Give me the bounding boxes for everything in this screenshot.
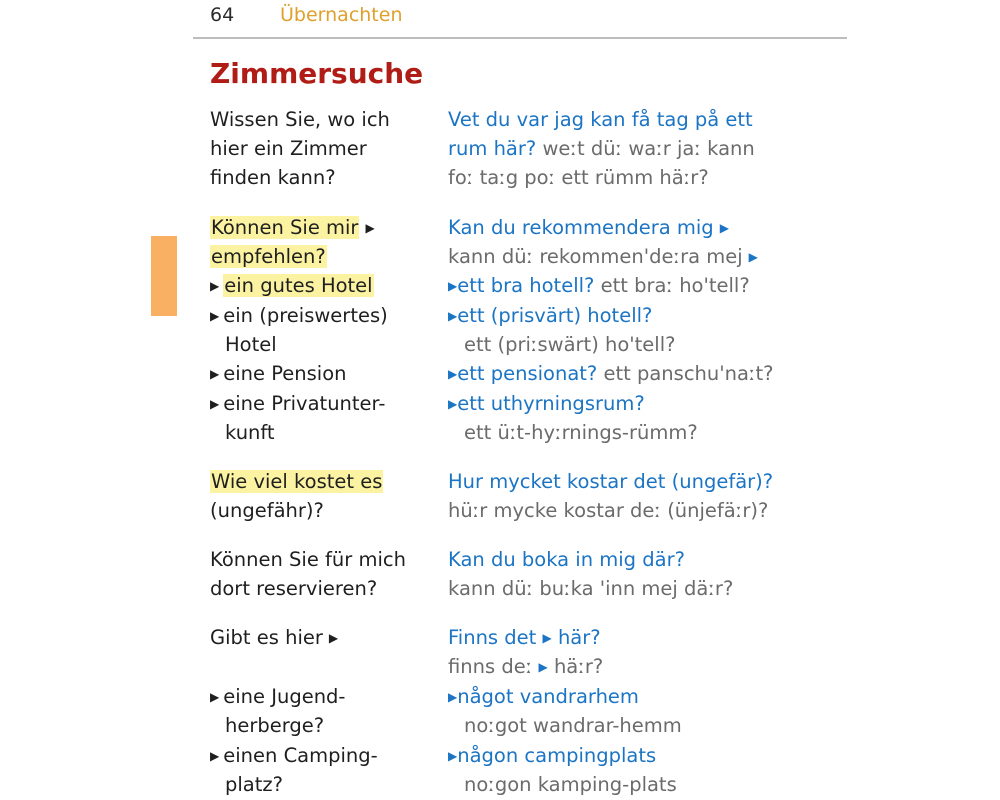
german-phrase-line [210,623,338,655]
triangle-right-icon: ▶ [365,221,375,235]
triangle-right-icon: ▶ [210,690,220,704]
highlighted-text: empfehlen? [211,245,326,268]
german-option-line [225,418,275,447]
swedish-text: Kan du boka in mig där? [448,548,685,571]
triangle-right-icon: ▶ [542,631,552,645]
german-text: Wissen Sie, wo ich [210,108,390,131]
german-phrase-line [210,545,406,574]
german-option-line [210,301,388,333]
triangle-right-icon: ▶ [210,367,220,381]
pronunciation-line [448,496,768,525]
pronunciation-text: ett panschu'naːt? [603,362,774,385]
pronunciation-text: ett braː ho'tell? [600,274,750,297]
german-text: eine Pension [223,362,347,385]
pronunciation-text: foː taːg poː ett rümm häːr? [448,166,709,189]
german-option-line [225,330,277,359]
swedish-phrase-line [448,134,755,163]
german-text: eine Jugend- [223,685,346,708]
triangle-right-icon: ▶ [210,279,220,293]
swedish-text: Hur mycket kostar det (ungefär)? [448,470,774,493]
german-text: einen Camping- [223,744,378,767]
german-phrase-line [210,213,375,245]
triangle-right-icon: ▶ [328,631,339,645]
german-option-line [210,271,374,303]
swedish-text: rum här? [448,137,537,160]
german-option-line [210,682,345,714]
german-phrase-line [210,467,383,496]
pronunciation-text: noːgot wandrar-hemm [464,714,682,737]
german-option-line [225,711,324,740]
swedish-option-line [448,741,656,773]
german-option-line [210,389,385,421]
swedish-phrase-line [448,545,685,574]
german-text: herberge? [225,714,325,737]
triangle-right-icon: ▶ [448,367,458,381]
triangle-right-icon: ▶ [448,690,458,704]
german-phrase-line [210,242,327,271]
pronunciation-line [448,163,709,192]
section-title: Übernachten [280,4,403,26]
german-text: ein (preiswertes) [223,304,388,327]
german-phrase-line [210,496,324,525]
pronunciation-line [464,330,675,359]
german-phrase-line [210,574,377,603]
pronunciation-text: hüːr mycke kostar deː (ünjefäːr)? [448,499,769,522]
swedish-text: ett (prisvärt) hotell? [457,304,653,327]
swedish-phrase-line [448,467,773,496]
german-text: Gibt es hier [210,626,323,649]
swedish-phrase-line [448,213,729,245]
german-text: eine Privatunter- [223,392,386,415]
swedish-text: här? [557,626,601,649]
pronunciation-line [464,711,682,740]
triangle-right-icon: ▶ [448,749,458,763]
pronunciation-text: kann düː rekommen'deːra mej [448,245,743,268]
page-number: 64 [210,4,235,26]
pronunciation-text: finns deː [448,655,533,678]
swedish-text: Finns det [448,626,537,649]
swedish-text: något vandrarhem [457,685,639,708]
swedish-phrase-line [448,105,753,134]
swedish-text: ett pensionat? [457,362,598,385]
german-text: kunft [225,421,275,444]
swedish-option-line [448,682,639,714]
pronunciation-text: weːt düː waːr jaː kann [542,137,755,160]
highlighted-text: ein gutes Hotel [224,274,373,297]
pronunciation-text: kann düː buːka 'inn mej däːr? [448,577,734,600]
swedish-option-line [448,389,645,421]
swedish-text: ett bra hotell? [457,274,595,297]
swedish-option-line [448,271,750,303]
german-text: Können Sie für mich [210,548,406,571]
pronunciation-line [448,652,603,684]
section-tab-marker [151,236,177,316]
pronunciation-text: noːgon kamping-plats [464,773,677,796]
triangle-right-icon: ▶ [448,397,458,411]
triangle-right-icon: ▶ [448,309,458,323]
pronunciation-text: ett üːt-hyːrnings-rümm? [464,421,698,444]
german-text: hier ein Zimmer [210,137,367,160]
highlighted-text: Wie viel kostet es [211,470,383,493]
page-title: Zimmersuche [210,57,424,90]
triangle-right-icon: ▶ [748,250,758,264]
german-text: (ungefähr)? [210,499,324,522]
german-phrase-line [210,163,336,192]
triangle-right-icon: ▶ [210,397,220,411]
triangle-right-icon: ▶ [210,309,220,323]
swedish-phrase-line [448,623,601,655]
highlighted-text: Können Sie mir [211,216,359,239]
german-text: finden kann? [210,166,336,189]
pronunciation-line [464,770,677,799]
german-phrase-line [210,134,367,163]
pronunciation-line [448,242,758,274]
pronunciation-text: ett (priːswärt) ho'tell? [464,333,676,356]
german-option-line [225,770,283,799]
german-phrase-line [210,105,390,134]
triangle-right-icon: ▶ [448,279,458,293]
swedish-text: Vet du var jag kan få tag på ett [448,108,753,131]
swedish-text: Kan du rekommendera mig [448,216,714,239]
triangle-right-icon: ▶ [538,660,548,674]
pronunciation-line [464,418,698,447]
german-option-line [210,359,347,391]
swedish-option-line [448,359,774,391]
swedish-text: ett uthyrningsrum? [457,392,645,415]
swedish-option-line [448,301,652,333]
pronunciation-line [448,574,733,603]
pronunciation-text: häːr? [553,655,604,678]
triangle-right-icon: ▶ [719,221,729,235]
german-text: platz? [225,773,283,796]
triangle-right-icon: ▶ [210,749,220,763]
header-divider [193,37,847,39]
german-option-line [210,741,378,773]
german-text: dort reservieren? [210,577,378,600]
german-text: Hotel [225,333,277,356]
swedish-text: någon campingplats [457,744,657,767]
